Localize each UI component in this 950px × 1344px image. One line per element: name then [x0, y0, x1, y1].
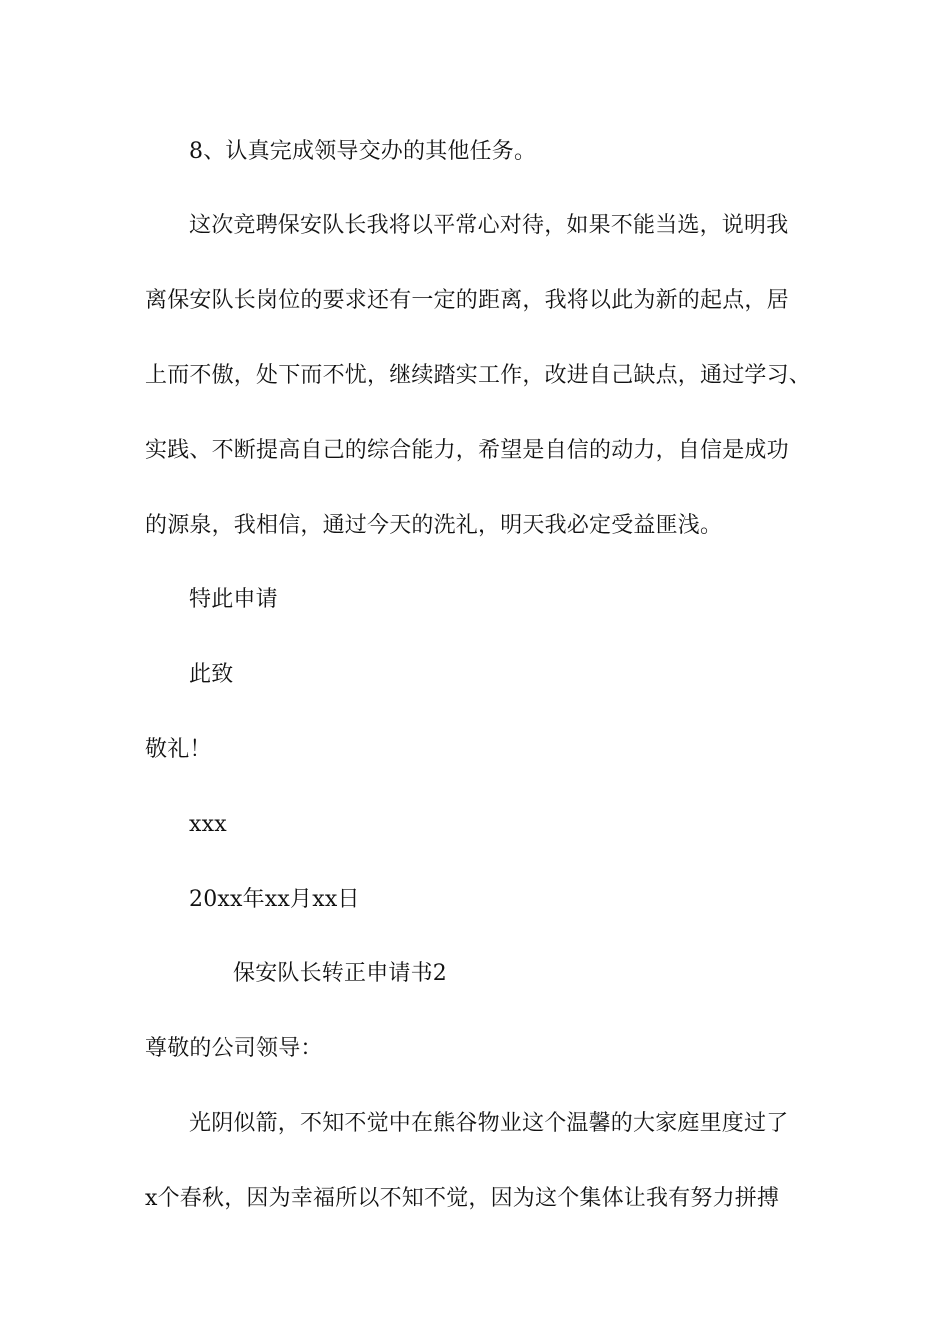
- list-item-8: 8、认真完成领导交办的其他任务。: [189, 139, 537, 164]
- section-title: 保安队长转正申请书2: [233, 961, 447, 986]
- salutation: 尊敬的公司领导：: [145, 1036, 323, 1061]
- paragraph-line: 离保安队长岗位的要求还有一定的距离，我将以此为新的起点，居: [145, 288, 789, 313]
- paragraph-line: 光阴似箭，不知不觉中在熊谷物业这个温馨的大家庭里度过了: [189, 1111, 789, 1136]
- closing-request: 特此申请: [189, 587, 278, 612]
- paragraph-line: 的源泉，我相信，通过今天的洗礼，明天我必定受益匪浅。: [145, 513, 723, 538]
- signature: xxx: [189, 812, 227, 837]
- closing-regards: 敬礼！: [145, 737, 212, 762]
- paragraph-line: 这次竞聘保安队长我将以平常心对待，如果不能当选，说明我: [189, 213, 789, 238]
- paragraph-line: x个春秋，因为幸福所以不知不觉，因为这个集体让我有努力拼搏: [145, 1186, 780, 1211]
- paragraph-line: 上而不傲，处下而不忧，继续踏实工作，改进自己缺点，通过学习、: [145, 363, 812, 388]
- paragraph-line: 实践、不断提高自己的综合能力，希望是自信的动力，自信是成功: [145, 438, 789, 463]
- date: 20xx年xx月xx日: [189, 887, 360, 912]
- closing-salute: 此致: [189, 662, 234, 687]
